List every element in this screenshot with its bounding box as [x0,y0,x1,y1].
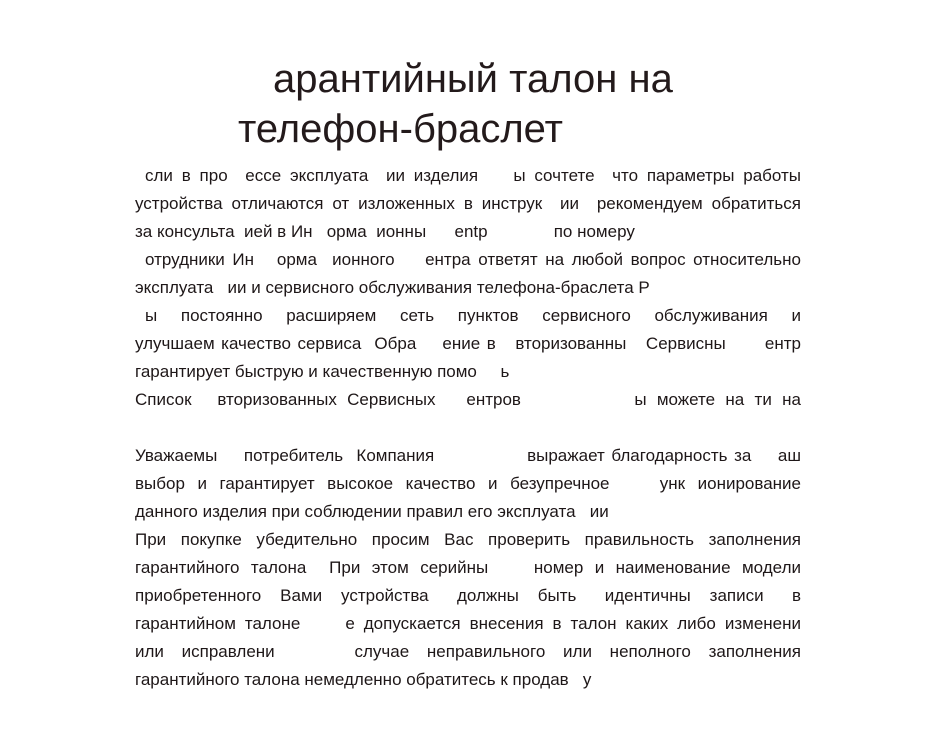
paragraph-line: При покупке убедительно просим Вас проверить правильность заполнения [135,530,801,549]
paragraph-line: отрудники Ин орма ионного ентра ответят на любой вопрос относительно [145,250,801,269]
paragraph-line: устройства отличаются от изложенных в инструк ии рекомендуем обратиться [135,194,801,213]
paragraph-line: гарантирует быструю и качественную помо ь [135,362,510,381]
paragraph-line: сли в про ессе эксплуата ии изделия ы сочтете что параметры работы [145,166,801,185]
paragraph-line: данного изделия при соблюдении правил его эксплуата ии [135,502,609,521]
paragraph-line: за консульта ией в Ин орма ионны entр по номеру [135,222,635,241]
page-title-line-2: телефон-браслет [238,107,563,151]
paragraph-line: Список вторизованных Сервисных ентров ы можете на ти на [135,390,801,409]
paragraph-line: эксплуата ии и сервисного обслуживания телефона-браслета Р [135,278,650,297]
paragraph-spacer [135,414,801,442]
paragraph-line: или исправлени случае неправильного или неполного заполнения [135,642,801,661]
paragraph-line: выбор и гарантирует высокое качество и безупречное унк ионирование [135,474,801,493]
paragraph-line: ы постоянно расширяем сеть пунктов сервисного обслуживания и [145,306,801,325]
paragraph-line: гарантийного талона немедленно обратитесь к продав у [135,670,592,689]
paragraph-line: Уважаемы потребитель Компания выражает благодарность за аш [135,446,801,465]
page-title-line-1: арантийный талон на [273,57,673,101]
paragraph-line: гарантийном талоне е допускается внесения в талон каких либо изменени [135,614,801,633]
paragraph-line: приобретенного Вами устройства должны быть идентичны записи в [135,586,801,605]
document-body [135,162,801,694]
paragraph-line: улучшаем качество сервиса Обра ение в вторизованны Сервисны ентр [135,334,801,353]
paragraph-line: гарантийного талона При этом серийны номер и наименование модели [135,558,801,577]
